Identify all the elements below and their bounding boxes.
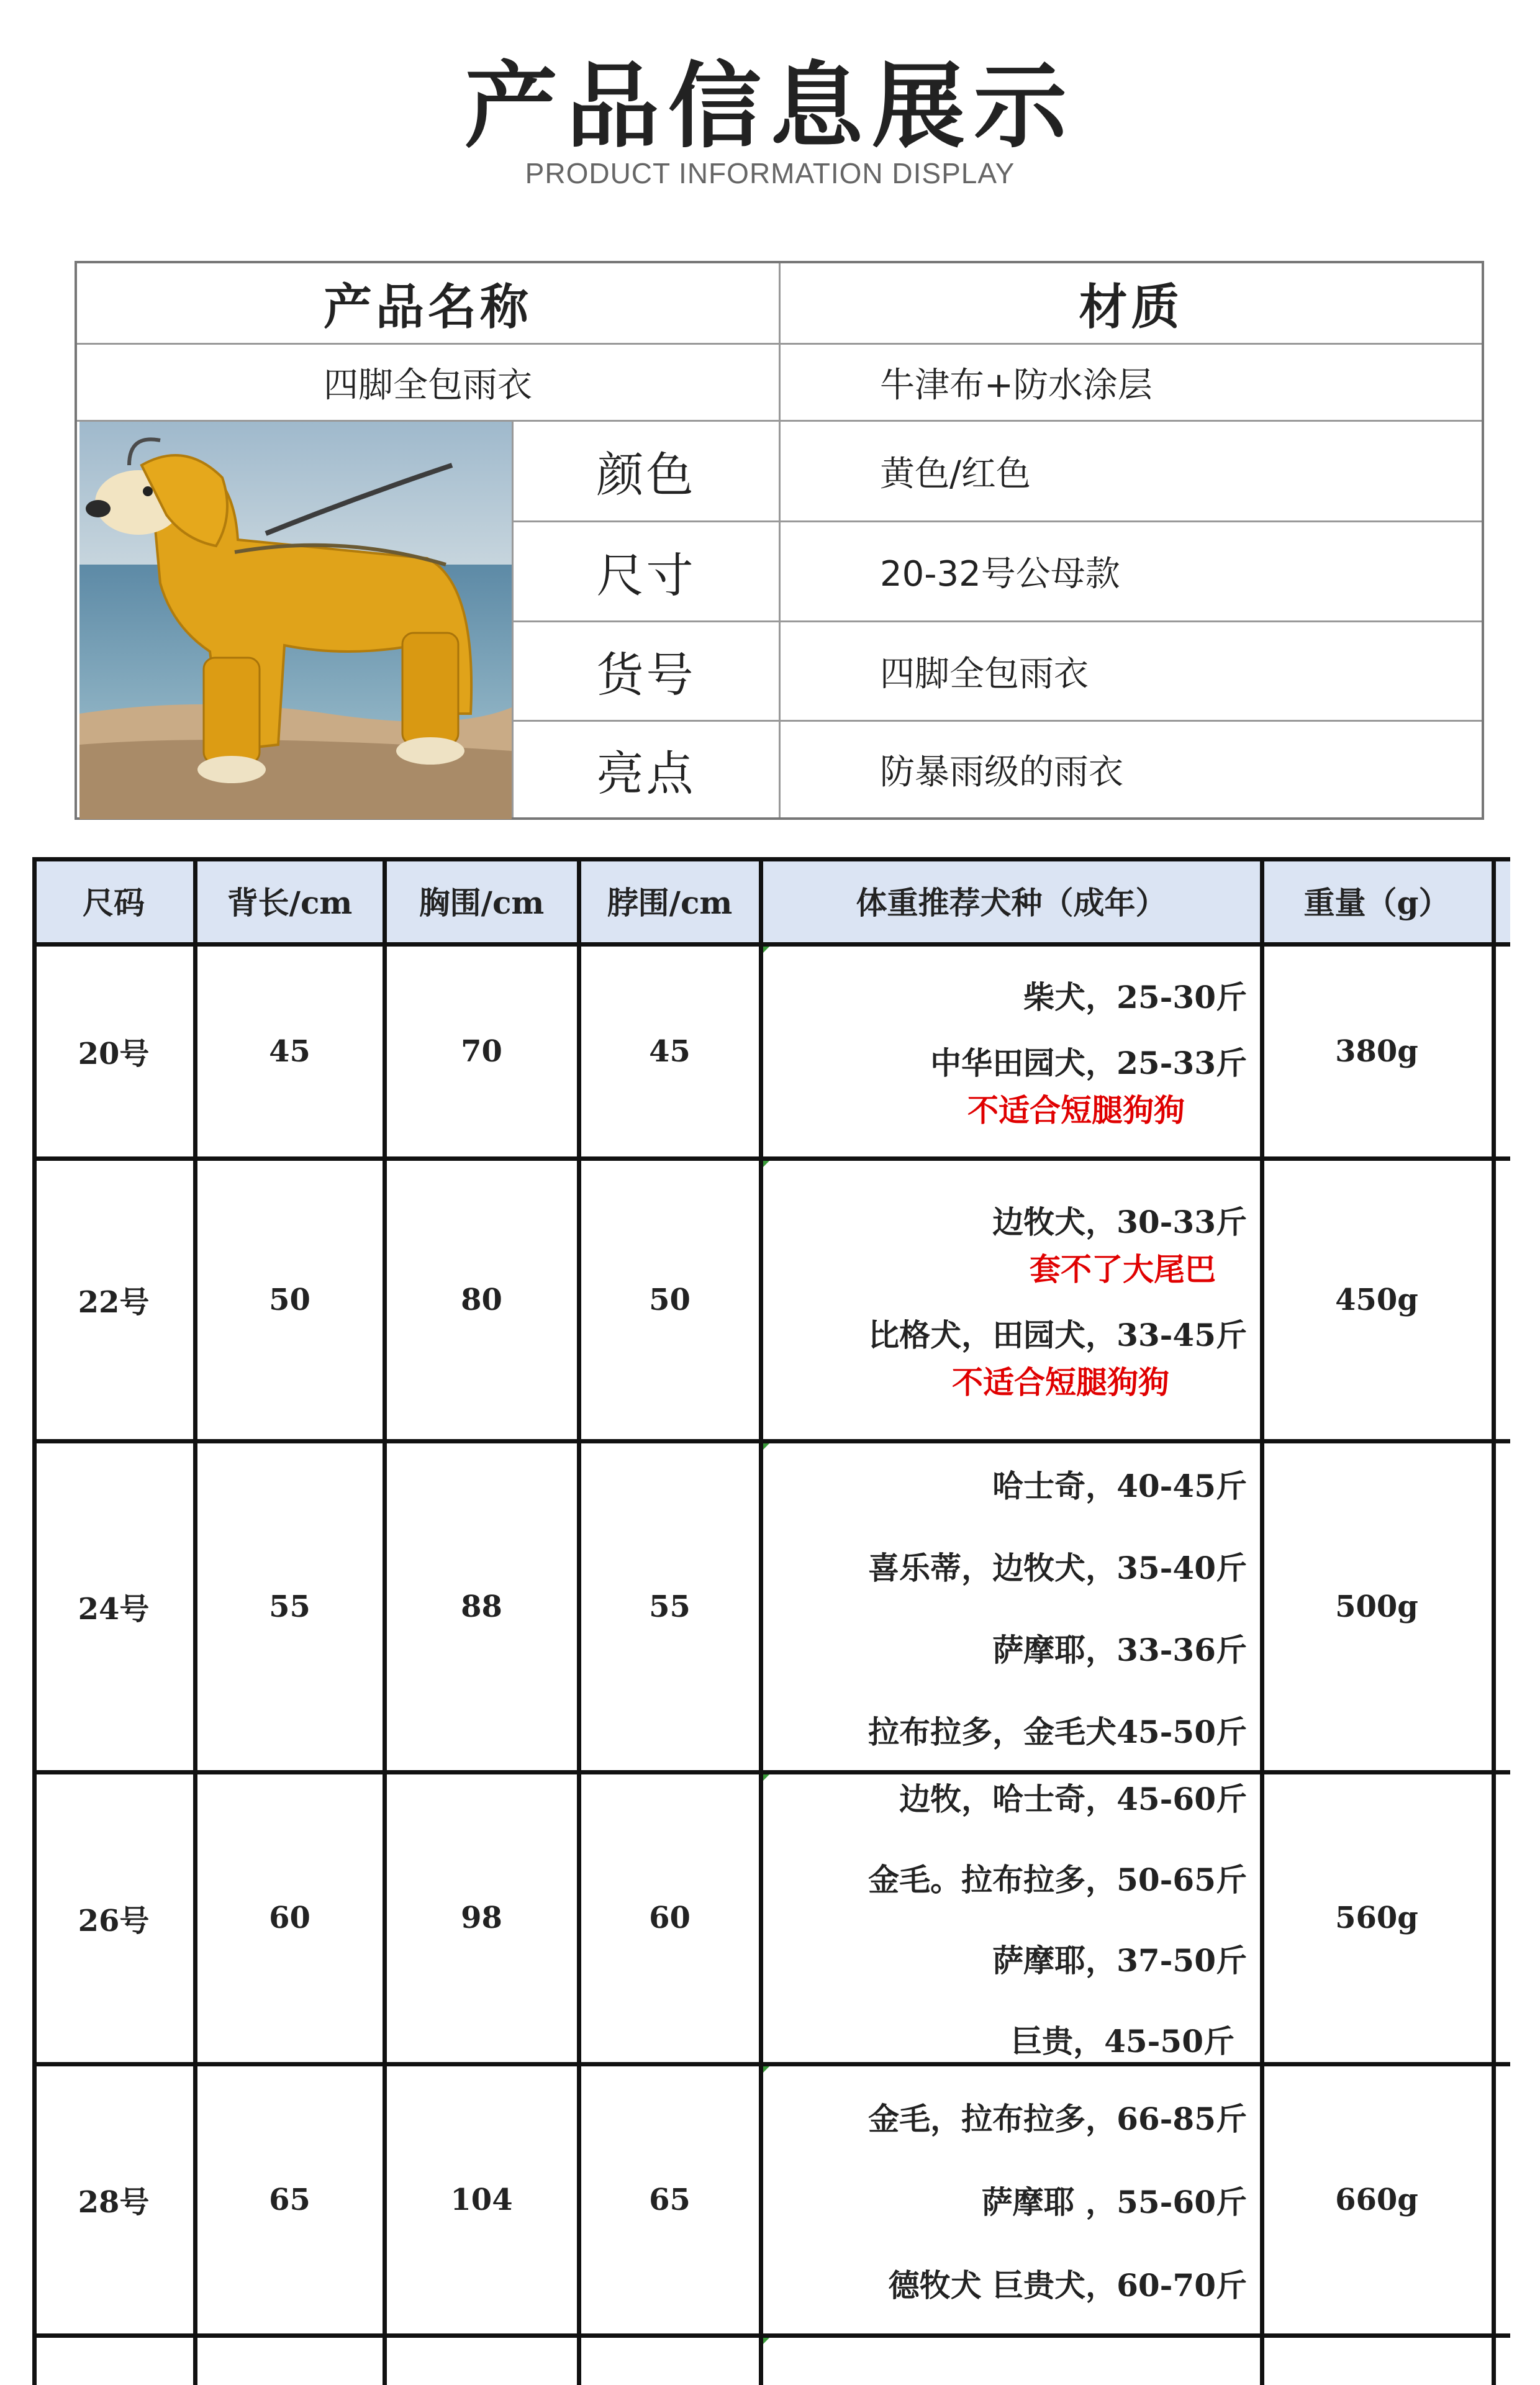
breed-line: 边牧，哈士奇，45-60斤 xyxy=(899,1781,1247,1817)
breed-line: 边牧犬，30-33斤 xyxy=(992,1203,1247,1240)
col-header-product-name: 产品名称 xyxy=(323,279,532,335)
dog-raincoat-photo xyxy=(79,422,512,819)
breed-warning: 不适合短腿狗狗 xyxy=(967,1091,1185,1129)
breed-line: 柴犬，25-30斤 xyxy=(1023,978,1247,1015)
row-label-color: 颜色 xyxy=(596,447,696,502)
breed-line: 拉布拉多，金毛犬45-50斤 xyxy=(868,1713,1247,1750)
breed-warning: 不适合短腿狗狗 xyxy=(952,1363,1169,1401)
breed-line: 萨摩耶 ，55-60斤 xyxy=(981,2183,1247,2220)
back-length-cell: 45 xyxy=(269,1034,310,1069)
breed-list xyxy=(761,2064,1262,2335)
product-name-value: 四脚全包雨衣 xyxy=(324,365,532,406)
header-back-length: 背长/cm xyxy=(227,884,353,921)
back-length-cell: 50 xyxy=(269,1282,310,1317)
neck-cell: 50 xyxy=(649,1282,691,1317)
row-label-highlight: 亮点 xyxy=(596,745,696,801)
breed-line: 喜乐蒂，边牧犬，35-40斤 xyxy=(868,1549,1247,1586)
breed-line: 比格犬，田园犬，33-45斤 xyxy=(868,1316,1247,1353)
chest-cell: 70 xyxy=(461,1034,502,1069)
weight-cell: 560g xyxy=(1335,1901,1418,1935)
col-header-material: 材质 xyxy=(1079,279,1184,335)
size-cell: 24号 xyxy=(78,1592,150,1627)
page-subtitle: PRODUCT INFORMATION DISPLAY xyxy=(525,157,1015,189)
page-title: 产品信息展示 xyxy=(464,53,1076,161)
product-info-table xyxy=(75,261,1484,820)
size-cell: 26号 xyxy=(78,1903,150,1938)
material-value: 牛津布+防水涂层 xyxy=(880,365,1153,406)
back-length-cell: 65 xyxy=(269,2182,310,2217)
breed-line: 德牧犬 巨贵犬，60-70斤 xyxy=(888,2266,1247,2304)
neck-cell: 45 xyxy=(649,1034,691,1069)
chest-cell: 80 xyxy=(461,1282,502,1317)
breed-line: 金毛。拉布拉多，50-65斤 xyxy=(868,1861,1247,1898)
breed-line: 萨摩耶，33-36斤 xyxy=(992,1631,1247,1668)
breed-list xyxy=(761,1158,1262,1441)
breed-list xyxy=(761,1772,1262,2064)
row-value-size: 20-32号公母款 xyxy=(880,554,1120,594)
breed-line: 金毛，拉布拉多，66-85斤 xyxy=(868,2100,1247,2137)
chest-cell: 98 xyxy=(461,1901,502,1935)
breed-line: 中华田园犬，25-33斤 xyxy=(930,1044,1247,1081)
weight-cell: 450g xyxy=(1335,1282,1418,1317)
header-chest: 胸围/cm xyxy=(419,884,545,921)
row-value-highlight: 防暴雨级的雨衣 xyxy=(880,752,1123,793)
header-weight: 重量（g） xyxy=(1303,884,1450,921)
row-label-sku: 货号 xyxy=(596,647,696,702)
size-cell: 22号 xyxy=(78,1285,150,1320)
header-neck: 脖围/cm xyxy=(607,884,733,921)
weight-cell: 380g xyxy=(1335,1034,1418,1069)
breed-line: 萨摩耶，37-50斤 xyxy=(992,1942,1247,1979)
chest-cell: 88 xyxy=(461,1589,502,1624)
breed-list xyxy=(761,944,1262,1158)
back-length-cell: 60 xyxy=(269,1901,310,1935)
weight-cell: 660g xyxy=(1335,2182,1418,2217)
size-cell: 20号 xyxy=(78,1037,150,1071)
chest-cell: 104 xyxy=(450,2182,513,2217)
back-length-cell: 55 xyxy=(269,1589,310,1624)
row-label-size: 尺寸 xyxy=(596,547,696,603)
row-value-sku: 四脚全包雨衣 xyxy=(880,653,1089,694)
weight-cell: 500g xyxy=(1335,1589,1418,1624)
breed-line: 巨贵，45-50斤 xyxy=(1011,2023,1234,2060)
neck-cell: 55 xyxy=(649,1589,691,1624)
header-breeds: 体重推荐犬种（成年） xyxy=(856,884,1167,921)
breed-list xyxy=(761,1441,1262,1772)
neck-cell: 60 xyxy=(649,1901,691,1935)
size-cell: 28号 xyxy=(78,2185,150,2220)
breed-warning: 套不了大尾巴 xyxy=(1030,1250,1216,1288)
neck-cell: 65 xyxy=(649,2182,691,2217)
size-chart-table xyxy=(32,857,1510,2385)
breed-line: 哈士奇，40-45斤 xyxy=(992,1467,1247,1504)
row-value-color: 黄色/红色 xyxy=(880,453,1031,494)
header-size: 尺码 xyxy=(83,884,145,921)
